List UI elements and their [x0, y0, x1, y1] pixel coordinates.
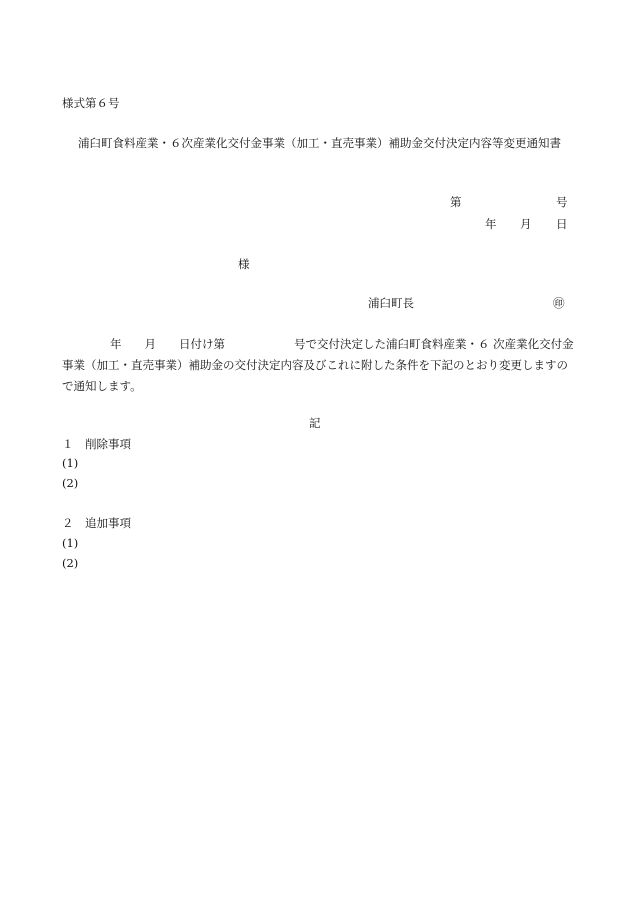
date-day-label: 日	[556, 217, 568, 231]
section-heading-add: ２ 追加事項	[62, 516, 131, 530]
ki-heading: 記	[309, 416, 321, 430]
doc-number-suffix: 号	[556, 195, 568, 209]
body-paragraph	[62, 334, 574, 397]
document-title: 浦臼町食料産業・６次産業化交付金事業（加工・直売事業）補助金交付決定内容等変更通知書	[78, 136, 561, 150]
doc-number-prefix: 第	[450, 195, 462, 209]
body-line-1: 年 月 日付け第 号で交付決定した浦臼町食料産業・６ 次産業化交付金	[110, 337, 574, 351]
issuer-name: 浦臼町長	[368, 296, 414, 310]
body-line-2: 事業（加工・直売事業）補助金の交付決定内容及びこれに附した条件を下記のとおり変更しますの	[62, 358, 568, 372]
section-item: (1)	[62, 536, 79, 550]
body-line-3: で通知します。	[62, 379, 142, 393]
date-year-label: 年	[485, 217, 497, 231]
seal-mark: ㊞	[553, 296, 565, 310]
section-item: (2)	[62, 476, 79, 490]
date-month-label: 月	[520, 217, 532, 231]
section-item: (1)	[62, 456, 79, 470]
section-item: (2)	[62, 556, 79, 570]
form-number: 様式第６号	[62, 96, 120, 110]
section-heading-delete: １ 削除事項	[62, 437, 131, 451]
addressee-suffix: 様	[238, 257, 250, 271]
